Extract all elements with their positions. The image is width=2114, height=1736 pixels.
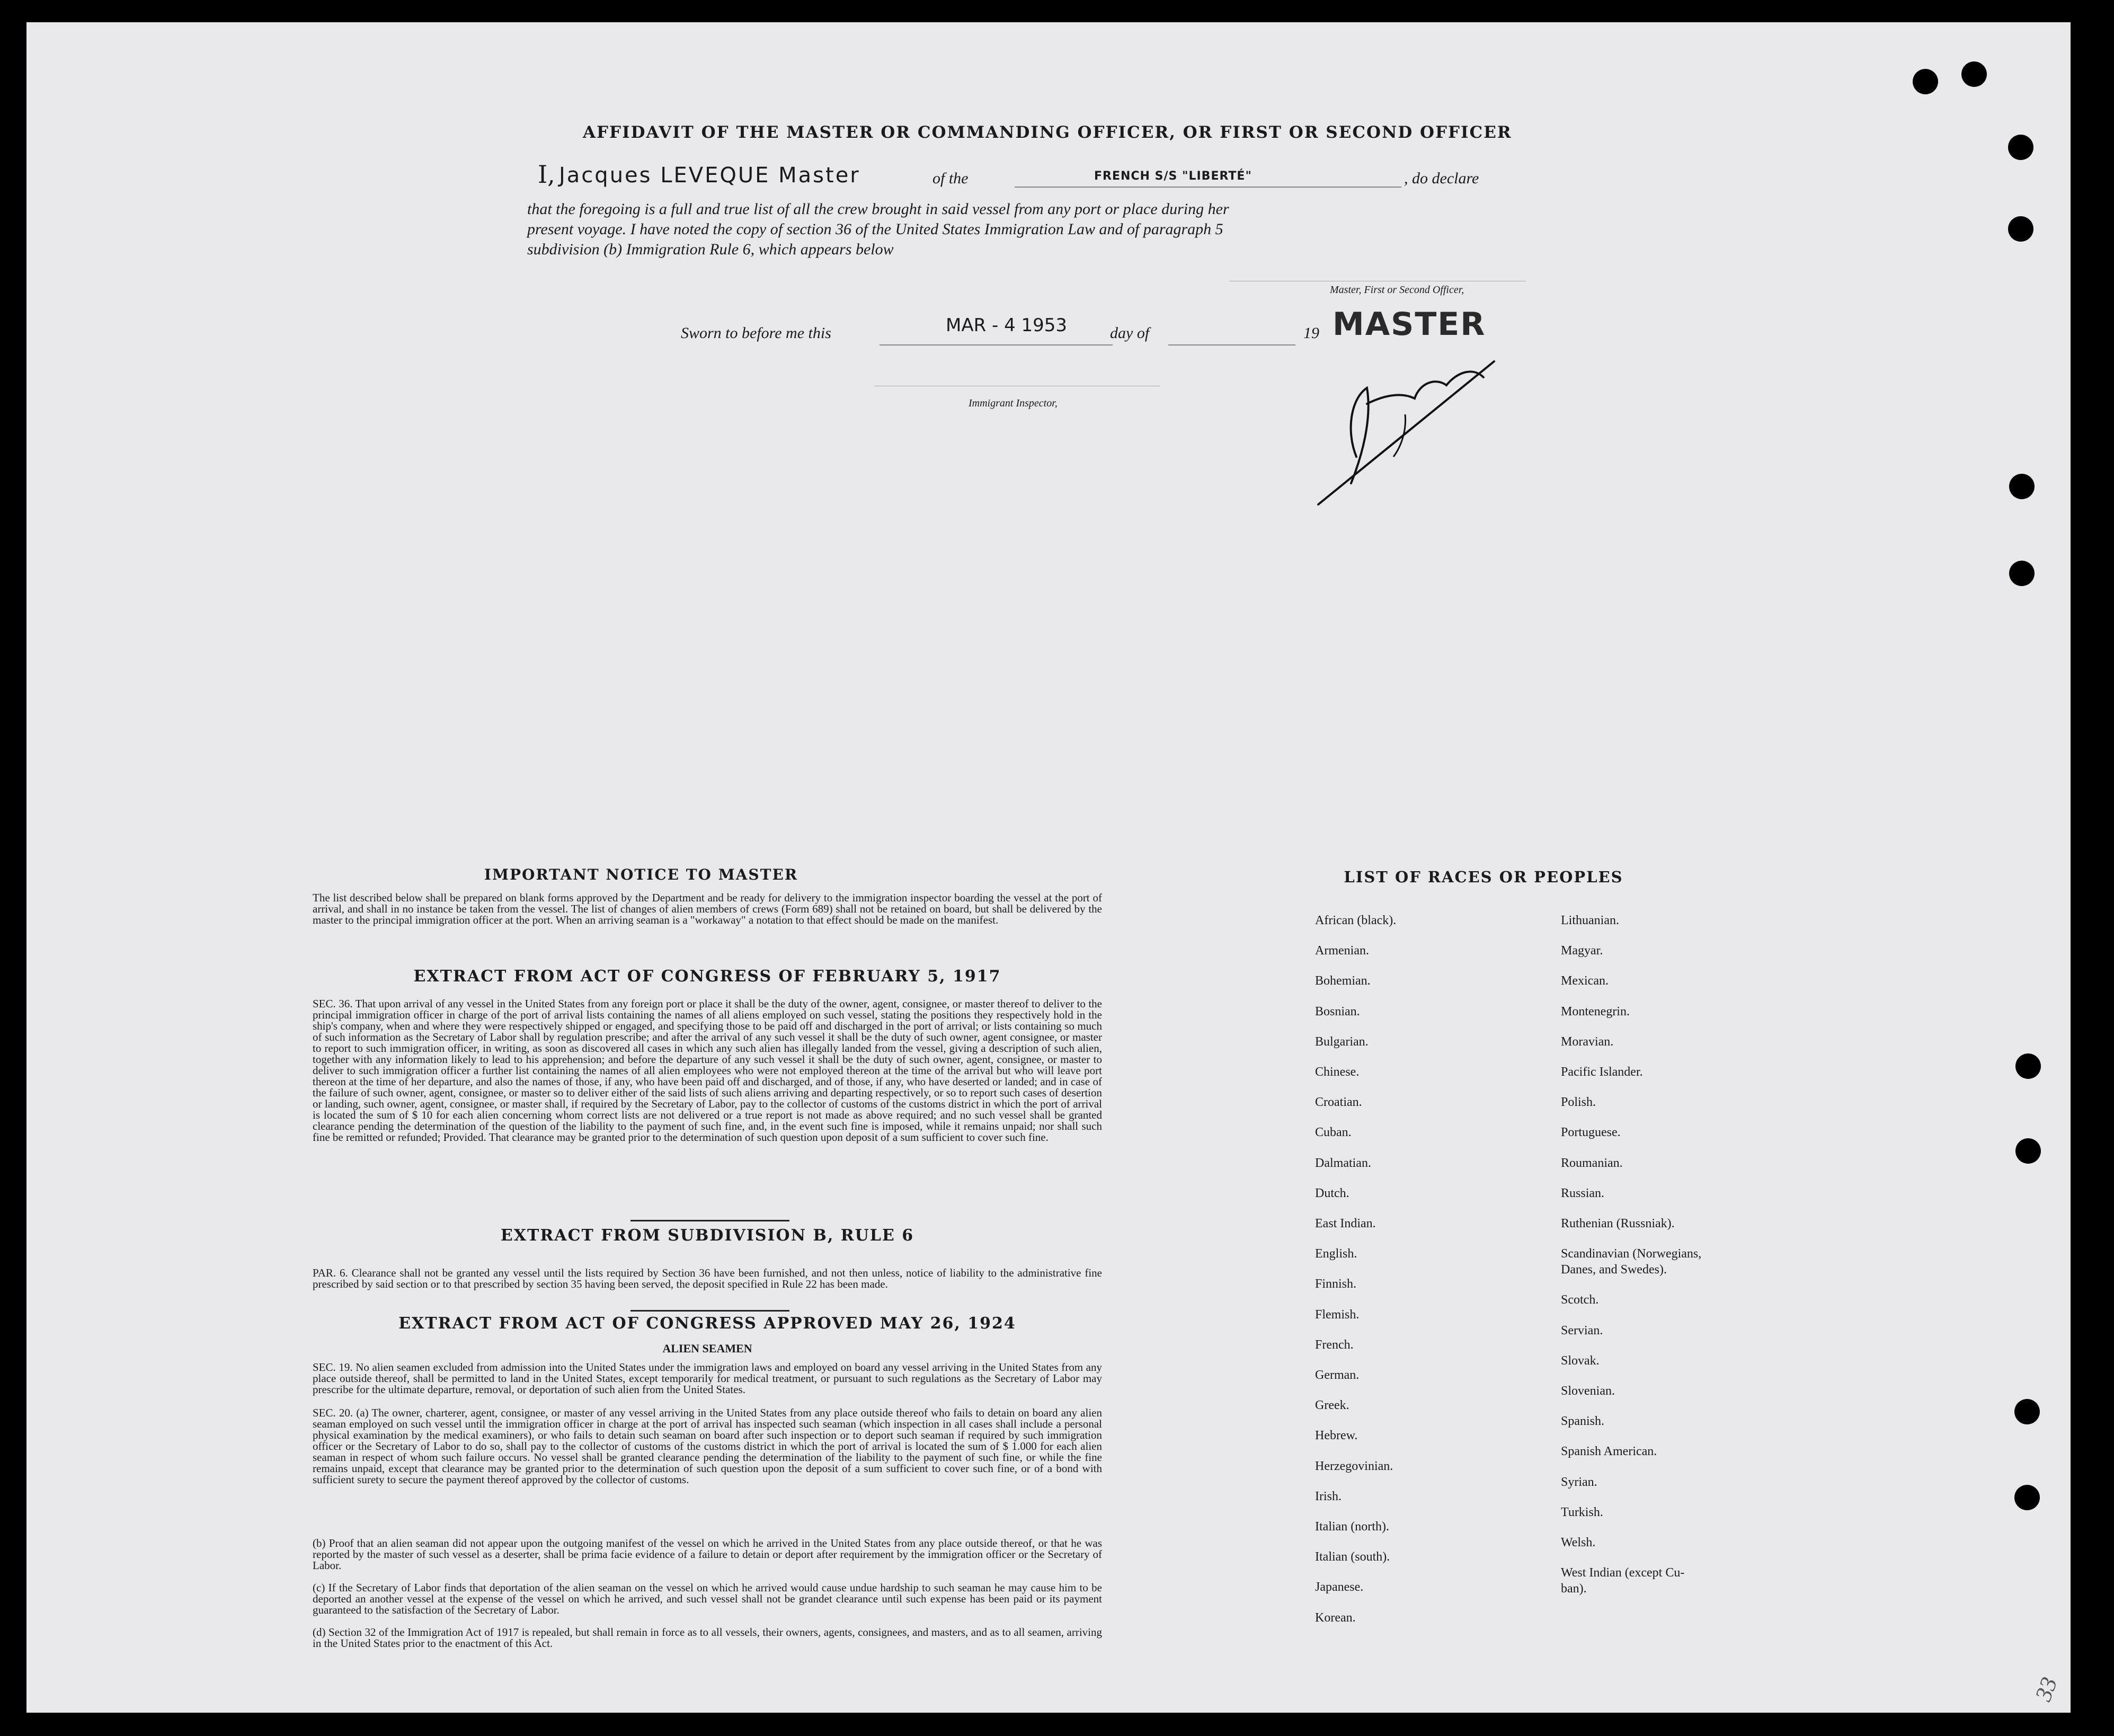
extract-1924-heading: EXTRACT FROM ACT OF CONGRESS APPROVED MAY 26, 1924 [398,1314,1016,1333]
race-item: Spanish. [1561,1414,1605,1429]
alien-seamen-subheading: ALIEN SEAMEN [662,1342,752,1355]
race-item: German. [1315,1368,1360,1382]
sec-20c-body: (c) If the Secretary of Labor finds that deportation of the alien seaman on the vessel on which he arrived would cause undue hardship to such seaman he may cause him to be deported an another vessel at the expense of the vessel on which he arrived, and such vessel shall not be grandet clearance until such expense has been paid or its payment guaranteed to the satisfaction of the Secretary of Labor. [313,1581,1102,1616]
name-line [538,160,1571,192]
race-item: Pacific Islander. [1561,1065,1643,1079]
rule-6-body: PAR. 6. Clearance shall not be granted any vessel until the lists required by Section 36 have been furnished, and not then unless, notice of liability to the administrative fine prescribed by said section or to that prescribed by section 35 having been served, the deposit specified in Rule 22 has been made. [313,1266,1102,1290]
race-item: Lithuanian. [1561,914,1619,927]
race-item: Italian (south). [1315,1550,1390,1564]
punch-hole [2008,216,2033,242]
race-item: Moravian. [1561,1034,1614,1049]
race-item: Polish. [1561,1095,1596,1110]
day-of-label: day of [1110,324,1150,342]
punch-hole [2009,474,2035,499]
punch-hole [2015,1053,2041,1079]
race-item: Korean. [1315,1610,1356,1625]
master-stamp: MASTER [1333,306,1486,343]
affidavit-line-2: that the foregoing is a full and true list of all the crew brought in said vessel from any port or place during her [527,200,1229,218]
race-item: Scotch. [1561,1293,1599,1307]
race-item: Roumanian. [1561,1156,1623,1170]
race-item: Magyar. [1561,944,1603,958]
officer-caption: Master, First or Second Officer, [1330,284,1464,296]
race-item: East Indian. [1315,1217,1376,1230]
race-item: Dutch. [1315,1186,1349,1200]
notice-body: The list described below shall be prepared on blank forms approved by the Department and be ready for delivery to the immigration inspector boarding the vessel at the port of arrival, and shall in no instance be taken from the vessel. The list of changes of alien members of crews (Form 689) shall not be retained on board, but shall be delivered by the master to the principal immigration officer at the port. When an arriving seaman is a "workaway" a notation to that effect should be made on the manifest. [313,891,1102,926]
race-item: Herzegovinian. [1315,1459,1393,1473]
race-item: Montenegrin. [1561,1004,1630,1018]
race-item: Turkish. [1561,1505,1603,1519]
race-item: African (black). [1315,914,1397,927]
affidavit-line-4: subdivision (b) Immigration Rule 6, which appears below [527,241,894,258]
race-item: Hebrew. [1315,1429,1358,1443]
punch-hole [2014,1485,2040,1510]
race-item: West Indian (except Cu- ban). [1561,1566,1685,1596]
race-item: Chinese. [1315,1065,1360,1079]
divider-2 [630,1310,789,1312]
corner-page-mark: 33 [2030,1673,2063,1705]
races-heading: LIST OF RACES OR PEOPLES [1344,868,1623,886]
punch-hole [2015,1138,2041,1164]
race-item: Finnish. [1315,1277,1357,1291]
race-item: Slovak. [1561,1353,1600,1368]
race-item: Servian. [1561,1323,1603,1338]
race-item: Spanish American. [1561,1445,1657,1459]
race-item: Japanese. [1315,1580,1364,1595]
race-item: Bohemian. [1315,974,1371,988]
race-item: Flemish. [1315,1307,1360,1322]
document-page [26,22,2071,1713]
race-item: Welsh. [1561,1536,1596,1549]
rule-6-heading: EXTRACT FROM SUBDIVISION B, RULE 6 [500,1226,914,1245]
sec-20a-body: SEC. 20. (a) The owner, charterer, agent, consignee, or master of any vessel arriving in the United States from any place outside thereof who fails to detain on board any alien seaman employed on such vessel until the immigration officer in charge at the port of arrival has inspected such seaman (which inspection in all cases shall include a personal physical examination by the medical examiners), or who fails to detain such seaman on board after such inspection or to deport such seaman if required by such immigration officer or the Secretary of Labor to do so, shall pay to the collector of customs of the customs district in which the port of arrival is located the sum of $ 1.000 for each alien seaman in respect of whom such failure occurs. No vessel shall be granted clearance pending the determination of the liability to the payment of such fine, or while the fine remains unpaid, except that clearance may be granted prior to the determination of such question upon the deposit of a sum sufficient to cover such fine, or of a bond with sufficient surety to secure the payment thereof approved by the collector of customs. [313,1406,1102,1486]
race-item: Syrian. [1561,1475,1597,1489]
divider-1 [630,1220,789,1221]
race-item: Mexican. [1561,974,1609,988]
race-item: Dalmatian. [1315,1156,1371,1170]
race-item: Bosnian. [1315,1004,1360,1018]
race-item: Bulgarian. [1315,1034,1369,1049]
of-the-label: of the [932,170,969,187]
extract-1917-body: SEC. 36. That upon arrival of any vessel in the United States from any foreign port or place it shall be the duty of the owner, agent, consignee, or master thereof to deliver to the principal immigration officer in charge of the port of arrival lists containing the names of all aliens employed on such vessel, stating the positions they respectively hold in the ship's company, when and where they were respectively shipped or engaged, and specifying those to be paid off and discharged in the port of arrival; or lists containing so much of such information as the Secretary of Labor shall by regulation prescribe; and after the arrival of any such vessel it shall be the duty of such owner, agent consignee, or master to report to such immigration officer, in writing, as soon as discovered all cases in which any such alien has illegally landed from the vessel, giving a description of such alien, together with any information likely to lead to his apprehension; and before the departure of any such vessel it shall be the duty of such owner, agent, consignee, or master to deliver to such immigration officer a further list containing the names of all alien employees who were not employed thereon at the time of the arrival but who will leave port thereon at the time of her departure, and also the names of those, if any, who have been paid off and discharged, and of those, if any, who have deserted or landed; and in case of the failure of such owner, agent, consignee, or master so to deliver either of the said lists of such aliens arriving and departing respectively, or so to report such cases of desertion or landing, such owner, agent, consignee, or master shall, if required by the Secretary of Labor, pay to the collector of customs of the customs district in which the port of arrival is located the sum of $ 10 for each alien concerning whom correct lists are not delivered or a true report is not made as above required; and no such vessel shall be granted clearance pending the determination of the question of the liability to the payment of such fine, and, in the event such fine is imposed, while it remains unpaid; nor shall such fine be remitted or refunded; Provided. That clearance may be granted prior to the determination of such question upon deposit of a sum sufficient to cover such fine. [313,997,1102,1144]
sec-20b-body: (b) Proof that an alien seaman did not appear upon the outgoing manifest of the vessel on which he arrived in the United States from any place outside thereof, or that he was reported by the master of such vessel as a deserter, shall be prima facie evidence of a failure to detain or deport after requirement by the immigration officer or the Secretary of Labor. [313,1537,1102,1572]
master-signature [1314,335,1536,515]
race-item: Italian (north). [1315,1520,1389,1534]
name-prefix: I, [538,160,555,189]
affidavit-line-3: present voyage. I have noted the copy of section 36 of the United States Immigration Law and of paragraph 5 [527,220,1223,238]
notice-heading: IMPORTANT NOTICE TO MASTER [484,866,798,883]
race-item: Ruthenian (Russniak). [1561,1217,1675,1230]
vessel-name: FRENCH S/S "LIBERTÉ" [1094,170,1252,183]
race-item: Greek. [1315,1398,1349,1413]
do-declare-label: , do declare [1404,170,1479,187]
race-item: Cuban. [1315,1126,1352,1140]
race-item: French. [1315,1338,1354,1352]
master-name: Jacques LEVEQUE Master [559,163,860,188]
punch-hole [1961,61,1987,87]
extract-1917-heading: EXTRACT FROM ACT OF CONGRESS OF FEBRUARY 5, 1917 [413,967,1001,986]
sec-20d-body: (d) Section 32 of the Immigration Act of 1917 is repealed, but shall remain in force as to all vessels, their owners, agents, consignees, and masters, and as to all seamen, arriving in the United States prior to the enactment of this Act. [313,1626,1102,1650]
race-item: English. [1315,1247,1357,1261]
sec-19-body: SEC. 19. No alien seamen excluded from admission into the United States under the immigration laws and employed on board any vessel arriving in the United States from any place outside thereof, shall be permitted to land in the United States, except temporarily for medical treatment, or pursuant to such regulations as the Secretary of Labor may prescribe for the ultimate departure, removal, or deportation of such alien from the United States. [313,1361,1102,1396]
punch-hole [2008,135,2033,160]
race-item: Armenian. [1315,944,1369,958]
race-item: Scandinavian (Norwegians, Danes, and Swedes). [1561,1247,1702,1277]
race-item: Croatian. [1315,1095,1362,1110]
race-item: Russian. [1561,1186,1605,1200]
sworn-label: Sworn to before me this [681,324,831,342]
date-stamp: MAR - 4 1953 [946,315,1068,336]
race-item: Portuguese. [1561,1126,1621,1140]
inspector-caption: Immigrant Inspector, [969,397,1058,409]
race-item: Slovenian. [1561,1384,1615,1398]
punch-hole [1913,69,1938,94]
affidavit-heading: AFFIDAVIT OF THE MASTER OR COMMANDING OFFICER, OR FIRST OR SECOND OFFICER [583,123,1512,142]
punch-hole [2009,561,2035,586]
race-item: Irish. [1315,1489,1342,1503]
year-prefix: 19 [1303,324,1319,342]
punch-hole [2014,1399,2040,1424]
